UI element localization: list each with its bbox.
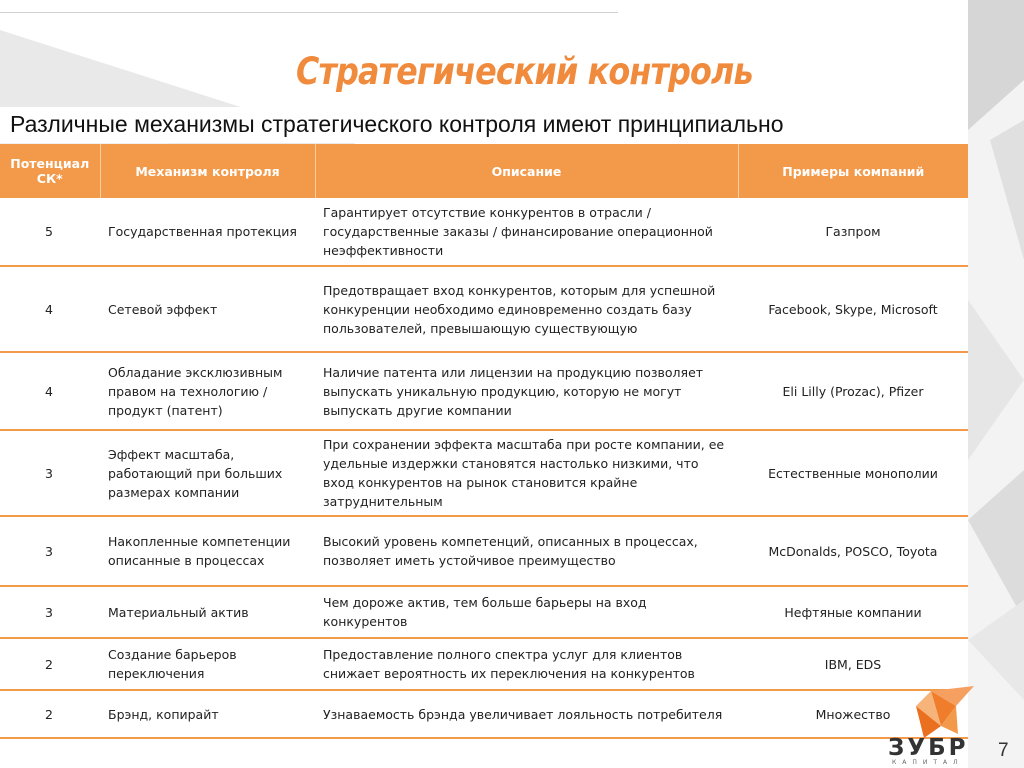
cell-mechanism: Обладание эксклюзивным правом на технологию / продукт (патент): [100, 352, 315, 430]
table-row: [0, 198, 968, 266]
table-row: [0, 516, 968, 586]
table-row: [0, 430, 968, 516]
cell-examples: Facebook, Skype, Microsoft: [738, 266, 968, 352]
cell-potential: 3: [0, 430, 100, 516]
table-header-row: [0, 144, 968, 198]
logo-tagline: КАПИТАЛ: [892, 759, 964, 766]
slide-subtitle-bar: [0, 107, 968, 143]
slide-title: Стратегический контроль: [296, 50, 753, 93]
top-divider-line: [0, 12, 618, 13]
header-mechanism: Механизм контроля: [100, 144, 315, 198]
cell-description: Наличие патента или лицензии на продукцию позволяет выпускать уникальную продукцию, которую не могут выпускать другие компании: [315, 352, 738, 430]
cell-description: Чем дороже актив, тем больше барьеры на вход конкурентов: [315, 586, 738, 638]
logo-name: ЗУБР: [888, 735, 969, 761]
cell-description: Предотвращает вход конкурентов, которым для успешной конкуренции необходимо единовременно создать базу пользователей, превышающую существующую: [315, 266, 738, 352]
cell-description: При сохранении эффекта масштаба при росте компании, ее удельные издержки становятся настолько низкими, что вход конкурентов на рынок становится крайне затруднительным: [315, 430, 738, 516]
page-number: 7: [998, 740, 1009, 761]
cell-potential: 3: [0, 586, 100, 638]
cell-examples: Нефтяные компании: [738, 586, 968, 638]
cell-mechanism: Материальный актив: [100, 586, 315, 638]
control-mechanisms-table: [0, 144, 968, 739]
cell-mechanism: Накопленные компетенции описанные в процессах: [100, 516, 315, 586]
cell-examples: Множество: [738, 690, 968, 738]
cell-potential: 4: [0, 352, 100, 430]
cell-potential: 3: [0, 516, 100, 586]
cell-mechanism: Государственная протекция: [100, 198, 315, 266]
cell-mechanism: Эффект масштаба, работающий при больших размерах компании: [100, 430, 315, 516]
cell-examples: McDonalds, POSCO, Toyota: [738, 516, 968, 586]
header-description: Описание: [315, 144, 738, 198]
cell-mechanism: Брэнд, копирайт: [100, 690, 315, 738]
table-row: [0, 266, 968, 352]
header-potential: Потенциал СК*: [0, 144, 100, 198]
cell-examples: Естественные монополии: [738, 430, 968, 516]
table-row: [0, 690, 968, 738]
cell-description: Узнаваемость брэнда увеличивает лояльность потребителя: [315, 690, 738, 738]
header-examples: Примеры компаний: [738, 144, 968, 198]
slide-subtitle: Различные механизмы стратегического контроля имеют принципиально: [10, 111, 784, 137]
table-row: [0, 586, 968, 638]
cell-examples: Eli Lilly (Prozac), Pfizer: [738, 352, 968, 430]
table-row: [0, 638, 968, 690]
table-row: [0, 352, 968, 430]
cell-examples: Газпром: [738, 198, 968, 266]
cell-potential: 2: [0, 690, 100, 738]
cell-examples: IBM, EDS: [738, 638, 968, 690]
cell-mechanism: Создание барьеров переключения: [100, 638, 315, 690]
cell-description: Гарантирует отсутствие конкурентов в отрасли / государственные заказы / финансирование операционной неэффективности: [315, 198, 738, 266]
cell-potential: 5: [0, 198, 100, 266]
cell-description: Предоставление полного спектра услуг для клиентов снижает вероятность их переключения на конкурентов: [315, 638, 738, 690]
cell-potential: 2: [0, 638, 100, 690]
cell-mechanism: Сетевой эффект: [100, 266, 315, 352]
cell-potential: 4: [0, 266, 100, 352]
cell-description: Высокий уровень компетенций, описанных в процессах, позволяет иметь устойчивое преимущество: [315, 516, 738, 586]
